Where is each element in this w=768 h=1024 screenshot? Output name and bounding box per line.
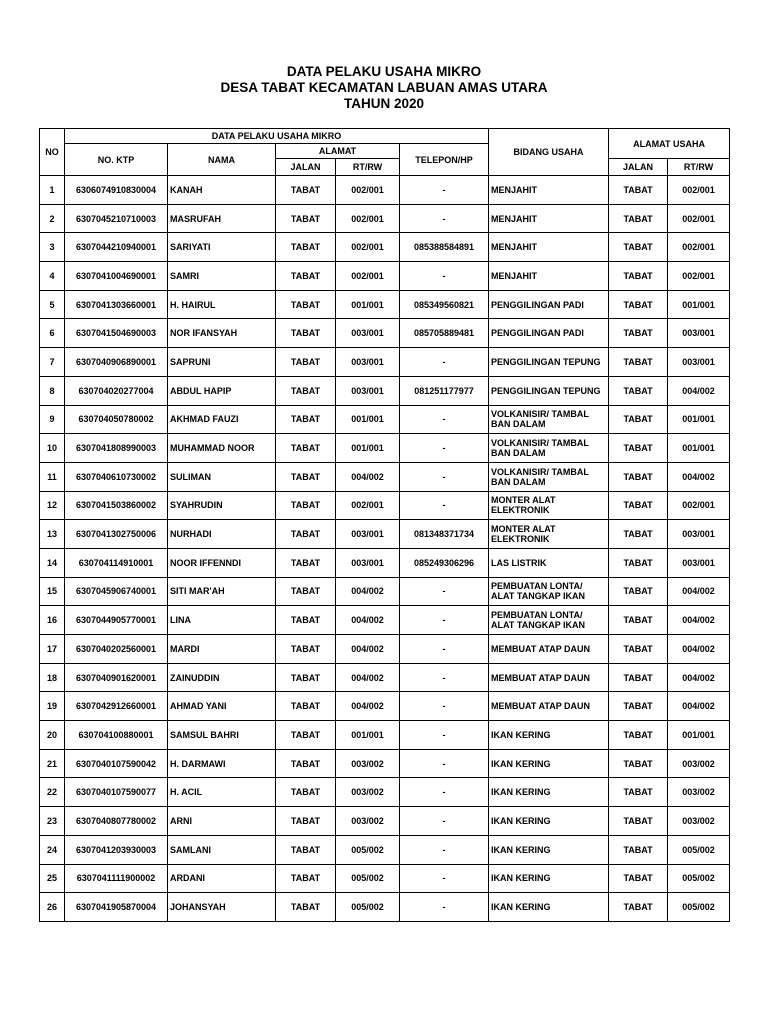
cell-telepon: -: [400, 692, 489, 721]
cell-usaha-rtrw: 001/001: [668, 290, 730, 319]
cell-no-ktp: 6307041503860002: [65, 491, 168, 520]
cell-rtrw: 005/002: [336, 864, 400, 893]
cell-nama: AHMAD YANI: [168, 692, 276, 721]
cell-bidang-usaha: MENJAHIT: [489, 262, 609, 291]
cell-no-ktp: 6307040610730002: [65, 462, 168, 491]
cell-usaha-rtrw: 003/001: [668, 520, 730, 549]
cell-no: 12: [40, 491, 65, 520]
cell-nama: SYAHRUDIN: [168, 491, 276, 520]
cell-nama: ARNI: [168, 807, 276, 836]
cell-jalan: TABAT: [276, 405, 336, 434]
cell-jalan: TABAT: [276, 807, 336, 836]
cell-telepon: -: [400, 663, 489, 692]
cell-nama: JOHANSYAH: [168, 893, 276, 922]
table-row: [40, 692, 730, 721]
cell-nama: SAPRUNI: [168, 348, 276, 377]
cell-telepon: -: [400, 176, 489, 205]
cell-usaha-jalan: TABAT: [609, 233, 668, 262]
cell-telepon: -: [400, 864, 489, 893]
cell-nama: ZAINUDDIN: [168, 663, 276, 692]
cell-no: 7: [40, 348, 65, 377]
cell-rtrw: 005/002: [336, 893, 400, 922]
cell-usaha-rtrw: 003/001: [668, 548, 730, 577]
cell-telepon: 085388584891: [400, 233, 489, 262]
cell-usaha-rtrw: 004/002: [668, 635, 730, 664]
table-row: [40, 835, 730, 864]
header-rtrw: RT/RW: [336, 159, 400, 176]
cell-rtrw: 004/002: [336, 663, 400, 692]
cell-jalan: TABAT: [276, 520, 336, 549]
cell-bidang-usaha: MENJAHIT: [489, 233, 609, 262]
cell-usaha-jalan: TABAT: [609, 434, 668, 463]
cell-bidang-usaha: PENGGILINGAN TEPUNG: [489, 348, 609, 377]
cell-usaha-jalan: TABAT: [609, 807, 668, 836]
cell-jalan: TABAT: [276, 749, 336, 778]
cell-bidang-usaha: IKAN KERING: [489, 807, 609, 836]
cell-usaha-rtrw: 003/002: [668, 807, 730, 836]
cell-usaha-jalan: TABAT: [609, 520, 668, 549]
cell-no: 20: [40, 721, 65, 750]
table-row: [40, 290, 730, 319]
cell-bidang-usaha: IKAN KERING: [489, 835, 609, 864]
cell-usaha-jalan: TABAT: [609, 548, 668, 577]
cell-nama: ARDANI: [168, 864, 276, 893]
cell-no: 23: [40, 807, 65, 836]
cell-rtrw: 002/001: [336, 204, 400, 233]
cell-telepon: 085249306296: [400, 548, 489, 577]
cell-usaha-jalan: TABAT: [609, 348, 668, 377]
cell-usaha-rtrw: 004/002: [668, 577, 730, 606]
cell-bidang-usaha: PENGGILINGAN TEPUNG: [489, 376, 609, 405]
cell-bidang-usaha: VOLKANISIR/ TAMBAL BAN DALAM: [489, 462, 609, 491]
cell-usaha-jalan: TABAT: [609, 290, 668, 319]
cell-bidang-usaha: PEMBUATAN LONTA/ ALAT TANGKAP IKAN: [489, 577, 609, 606]
table-row: [40, 864, 730, 893]
cell-no-ktp: 6307040906890001: [65, 348, 168, 377]
cell-jalan: TABAT: [276, 434, 336, 463]
cell-rtrw: 001/001: [336, 405, 400, 434]
cell-jalan: TABAT: [276, 176, 336, 205]
cell-telepon: -: [400, 577, 489, 606]
cell-no: 9: [40, 405, 65, 434]
cell-usaha-jalan: TABAT: [609, 663, 668, 692]
cell-usaha-rtrw: 003/001: [668, 319, 730, 348]
cell-nama: SAMSUL BAHRI: [168, 721, 276, 750]
cell-usaha-jalan: TABAT: [609, 577, 668, 606]
cell-telepon: -: [400, 893, 489, 922]
cell-usaha-jalan: TABAT: [609, 864, 668, 893]
cell-jalan: TABAT: [276, 864, 336, 893]
cell-telepon: -: [400, 835, 489, 864]
cell-nama: AKHMAD FAUZI: [168, 405, 276, 434]
cell-usaha-rtrw: 001/001: [668, 405, 730, 434]
cell-telepon: -: [400, 807, 489, 836]
table-row: [40, 807, 730, 836]
cell-jalan: TABAT: [276, 893, 336, 922]
cell-rtrw: 003/002: [336, 807, 400, 836]
cell-usaha-rtrw: 005/002: [668, 835, 730, 864]
header-telepon: TELEPON/HP: [400, 144, 489, 176]
cell-rtrw: 002/001: [336, 176, 400, 205]
header-no-ktp: NO. KTP: [65, 144, 168, 176]
cell-no: 2: [40, 204, 65, 233]
cell-no-ktp: 6307041905870004: [65, 893, 168, 922]
cell-telepon: -: [400, 778, 489, 807]
table-row: [40, 520, 730, 549]
cell-rtrw: 004/002: [336, 692, 400, 721]
cell-usaha-jalan: TABAT: [609, 893, 668, 922]
table-row: [40, 635, 730, 664]
cell-usaha-rtrw: 005/002: [668, 864, 730, 893]
table-row: [40, 176, 730, 205]
cell-jalan: TABAT: [276, 778, 336, 807]
cell-jalan: TABAT: [276, 548, 336, 577]
cell-usaha-jalan: TABAT: [609, 635, 668, 664]
cell-jalan: TABAT: [276, 290, 336, 319]
table-row: [40, 778, 730, 807]
table-row: [40, 319, 730, 348]
cell-jalan: TABAT: [276, 233, 336, 262]
cell-no: 19: [40, 692, 65, 721]
cell-jalan: TABAT: [276, 577, 336, 606]
cell-usaha-jalan: TABAT: [609, 749, 668, 778]
cell-no: 18: [40, 663, 65, 692]
cell-nama: NURHADI: [168, 520, 276, 549]
cell-no-ktp: 6307040202560001: [65, 635, 168, 664]
cell-rtrw: 001/001: [336, 290, 400, 319]
cell-bidang-usaha: VOLKANISIR/ TAMBAL BAN DALAM: [489, 434, 609, 463]
cell-no-ktp: 6307041303660001: [65, 290, 168, 319]
cell-nama: NOOR IFFENNDI: [168, 548, 276, 577]
cell-telepon: 085349560821: [400, 290, 489, 319]
cell-nama: H. DARMAWI: [168, 749, 276, 778]
cell-nama: H. HAIRUL: [168, 290, 276, 319]
cell-usaha-rtrw: 004/002: [668, 462, 730, 491]
cell-no-ktp: 6307041504690003: [65, 319, 168, 348]
cell-jalan: TABAT: [276, 262, 336, 291]
cell-usaha-rtrw: 004/002: [668, 692, 730, 721]
table-row: [40, 606, 730, 635]
cell-nama: SAMRI: [168, 262, 276, 291]
cell-no-ktp: 630704020277004: [65, 376, 168, 405]
cell-usaha-jalan: TABAT: [609, 262, 668, 291]
title-line-3: TAHUN 2020: [343, 96, 425, 111]
cell-bidang-usaha: LAS LISTRIK: [489, 548, 609, 577]
cell-jalan: TABAT: [276, 721, 336, 750]
header-alamat: ALAMAT: [276, 144, 400, 159]
cell-rtrw: 003/001: [336, 520, 400, 549]
cell-no-ktp: 6307041004690001: [65, 262, 168, 291]
table-row: [40, 577, 730, 606]
cell-telepon: -: [400, 434, 489, 463]
cell-rtrw: 001/001: [336, 434, 400, 463]
cell-no: 3: [40, 233, 65, 262]
cell-telepon: 081348371734: [400, 520, 489, 549]
cell-telepon: -: [400, 462, 489, 491]
cell-usaha-jalan: TABAT: [609, 692, 668, 721]
header-usaha-rtrw: RT/RW: [668, 159, 730, 176]
cell-no: 24: [40, 835, 65, 864]
title-line-1: DATA PELAKU USAHA MIKRO: [286, 64, 482, 79]
header-bidang-usaha: BIDANG USAHA: [489, 129, 609, 176]
cell-usaha-jalan: TABAT: [609, 204, 668, 233]
cell-rtrw: 003/001: [336, 319, 400, 348]
cell-no: 26: [40, 893, 65, 922]
cell-rtrw: 002/001: [336, 233, 400, 262]
cell-nama: LINA: [168, 606, 276, 635]
cell-no: 6: [40, 319, 65, 348]
cell-bidang-usaha: IKAN KERING: [489, 778, 609, 807]
title-line-2: DESA TABAT KECAMATAN LABUAN AMAS UTARA: [220, 80, 548, 95]
cell-jalan: TABAT: [276, 204, 336, 233]
cell-bidang-usaha: MONTER ALAT ELEKTRONIK: [489, 491, 609, 520]
cell-usaha-rtrw: 004/002: [668, 606, 730, 635]
cell-no-ktp: 6307041302750006: [65, 520, 168, 549]
cell-usaha-rtrw: 001/001: [668, 721, 730, 750]
table-row: [40, 233, 730, 262]
cell-jalan: TABAT: [276, 635, 336, 664]
cell-jalan: TABAT: [276, 376, 336, 405]
cell-bidang-usaha: IKAN KERING: [489, 721, 609, 750]
cell-bidang-usaha: MENJAHIT: [489, 176, 609, 205]
cell-bidang-usaha: IKAN KERING: [489, 864, 609, 893]
cell-nama: ABDUL HAPIP: [168, 376, 276, 405]
cell-no-ktp: 6306074910830004: [65, 176, 168, 205]
cell-no-ktp: 630704100880001: [65, 721, 168, 750]
header-no: NO: [40, 129, 65, 176]
cell-no: 13: [40, 520, 65, 549]
cell-jalan: TABAT: [276, 692, 336, 721]
cell-no-ktp: 6307041111900002: [65, 864, 168, 893]
cell-jalan: TABAT: [276, 835, 336, 864]
cell-no-ktp: 6307044905770001: [65, 606, 168, 635]
cell-jalan: TABAT: [276, 348, 336, 377]
cell-rtrw: 004/002: [336, 462, 400, 491]
cell-no: 8: [40, 376, 65, 405]
table-row: [40, 491, 730, 520]
cell-bidang-usaha: PENGGILINGAN PADI: [489, 290, 609, 319]
table-row: [40, 405, 730, 434]
cell-usaha-jalan: TABAT: [609, 606, 668, 635]
cell-usaha-rtrw: 003/001: [668, 348, 730, 377]
cell-no-ktp: 6307041808990003: [65, 434, 168, 463]
cell-nama: SAMLANI: [168, 835, 276, 864]
table-row: [40, 721, 730, 750]
cell-nama: NOR IFANSYAH: [168, 319, 276, 348]
cell-no-ktp: 6307042912660001: [65, 692, 168, 721]
document-title: [0, 64, 768, 112]
cell-rtrw: 003/001: [336, 548, 400, 577]
table-row: [40, 548, 730, 577]
cell-usaha-rtrw: 002/001: [668, 204, 730, 233]
cell-bidang-usaha: MENJAHIT: [489, 204, 609, 233]
cell-no: 17: [40, 635, 65, 664]
cell-bidang-usaha: VOLKANISIR/ TAMBAL BAN DALAM: [489, 405, 609, 434]
cell-no: 11: [40, 462, 65, 491]
table-row: [40, 204, 730, 233]
cell-rtrw: 004/002: [336, 635, 400, 664]
header-jalan: JALAN: [276, 159, 336, 176]
cell-no-ktp: 6307040901620001: [65, 663, 168, 692]
cell-telepon: -: [400, 204, 489, 233]
cell-no: 14: [40, 548, 65, 577]
cell-rtrw: 003/001: [336, 348, 400, 377]
cell-no-ktp: 6307044210940001: [65, 233, 168, 262]
table-row: [40, 893, 730, 922]
cell-telepon: 085705889481: [400, 319, 489, 348]
cell-bidang-usaha: MONTER ALAT ELEKTRONIK: [489, 520, 609, 549]
cell-nama: H. ACIL: [168, 778, 276, 807]
table-row: [40, 749, 730, 778]
cell-rtrw: 003/001: [336, 376, 400, 405]
table-row: [40, 663, 730, 692]
cell-no-ktp: 6307045210710003: [65, 204, 168, 233]
cell-nama: SARIYATI: [168, 233, 276, 262]
cell-telepon: -: [400, 749, 489, 778]
cell-usaha-rtrw: 002/001: [668, 491, 730, 520]
cell-no: 22: [40, 778, 65, 807]
cell-no-ktp: 6307040807780002: [65, 807, 168, 836]
cell-usaha-rtrw: 002/001: [668, 176, 730, 205]
cell-usaha-jalan: TABAT: [609, 835, 668, 864]
header-alamat-usaha: ALAMAT USAHA: [609, 129, 730, 159]
cell-rtrw: 002/001: [336, 491, 400, 520]
cell-no-ktp: 6307040107590077: [65, 778, 168, 807]
cell-jalan: TABAT: [276, 663, 336, 692]
cell-no: 4: [40, 262, 65, 291]
header-nama: NAMA: [168, 144, 276, 176]
cell-telepon: -: [400, 262, 489, 291]
cell-usaha-rtrw: 004/002: [668, 663, 730, 692]
cell-no-ktp: 6307041203930003: [65, 835, 168, 864]
table-row: [40, 376, 730, 405]
cell-no-ktp: 6307045906740001: [65, 577, 168, 606]
cell-nama: MUHAMMAD NOOR: [168, 434, 276, 463]
cell-usaha-jalan: TABAT: [609, 405, 668, 434]
table-row: [40, 434, 730, 463]
cell-telepon: -: [400, 635, 489, 664]
cell-rtrw: 002/001: [336, 262, 400, 291]
cell-usaha-jalan: TABAT: [609, 176, 668, 205]
cell-no: 5: [40, 290, 65, 319]
cell-rtrw: 004/002: [336, 577, 400, 606]
cell-telepon: -: [400, 721, 489, 750]
cell-telepon: -: [400, 348, 489, 377]
cell-rtrw: 005/002: [336, 835, 400, 864]
cell-usaha-rtrw: 004/002: [668, 376, 730, 405]
cell-rtrw: 003/002: [336, 749, 400, 778]
cell-usaha-jalan: TABAT: [609, 721, 668, 750]
cell-bidang-usaha: MEMBUAT ATAP DAUN: [489, 663, 609, 692]
cell-no-ktp: 630704114910001: [65, 548, 168, 577]
cell-usaha-rtrw: 001/001: [668, 434, 730, 463]
cell-bidang-usaha: MEMBUAT ATAP DAUN: [489, 635, 609, 664]
cell-usaha-jalan: TABAT: [609, 462, 668, 491]
cell-no-ktp: 6307040107590042: [65, 749, 168, 778]
cell-no: 25: [40, 864, 65, 893]
cell-telepon: -: [400, 606, 489, 635]
cell-bidang-usaha: PENGGILINGAN PADI: [489, 319, 609, 348]
cell-usaha-jalan: TABAT: [609, 376, 668, 405]
cell-nama: MARDI: [168, 635, 276, 664]
cell-usaha-rtrw: 005/002: [668, 893, 730, 922]
header-group: DATA PELAKU USAHA MIKRO: [65, 129, 489, 144]
cell-jalan: TABAT: [276, 606, 336, 635]
cell-usaha-rtrw: 003/002: [668, 778, 730, 807]
cell-jalan: TABAT: [276, 462, 336, 491]
cell-nama: MASRUFAH: [168, 204, 276, 233]
cell-nama: SITI MAR'AH: [168, 577, 276, 606]
cell-rtrw: 003/002: [336, 778, 400, 807]
cell-bidang-usaha: MEMBUAT ATAP DAUN: [489, 692, 609, 721]
cell-jalan: TABAT: [276, 319, 336, 348]
cell-usaha-jalan: TABAT: [609, 491, 668, 520]
header-usaha-jalan: JALAN: [609, 159, 668, 176]
cell-no: 21: [40, 749, 65, 778]
table-row: [40, 462, 730, 491]
data-table: [39, 128, 730, 922]
table-row: [40, 348, 730, 377]
cell-bidang-usaha: PEMBUATAN LONTA/ ALAT TANGKAP IKAN: [489, 606, 609, 635]
cell-usaha-rtrw: 002/001: [668, 233, 730, 262]
cell-no: 15: [40, 577, 65, 606]
cell-no: 10: [40, 434, 65, 463]
cell-usaha-jalan: TABAT: [609, 778, 668, 807]
cell-nama: SULIMAN: [168, 462, 276, 491]
cell-nama: KANAH: [168, 176, 276, 205]
cell-usaha-rtrw: 003/002: [668, 749, 730, 778]
cell-no: 16: [40, 606, 65, 635]
cell-no-ktp: 630704050780002: [65, 405, 168, 434]
cell-bidang-usaha: IKAN KERING: [489, 749, 609, 778]
cell-usaha-jalan: TABAT: [609, 319, 668, 348]
cell-telepon: -: [400, 491, 489, 520]
cell-usaha-rtrw: 002/001: [668, 262, 730, 291]
cell-rtrw: 004/002: [336, 606, 400, 635]
cell-rtrw: 001/001: [336, 721, 400, 750]
cell-telepon: 081251177977: [400, 376, 489, 405]
cell-no: 1: [40, 176, 65, 205]
cell-jalan: TABAT: [276, 491, 336, 520]
cell-bidang-usaha: IKAN KERING: [489, 893, 609, 922]
table-row: [40, 262, 730, 291]
cell-telepon: -: [400, 405, 489, 434]
